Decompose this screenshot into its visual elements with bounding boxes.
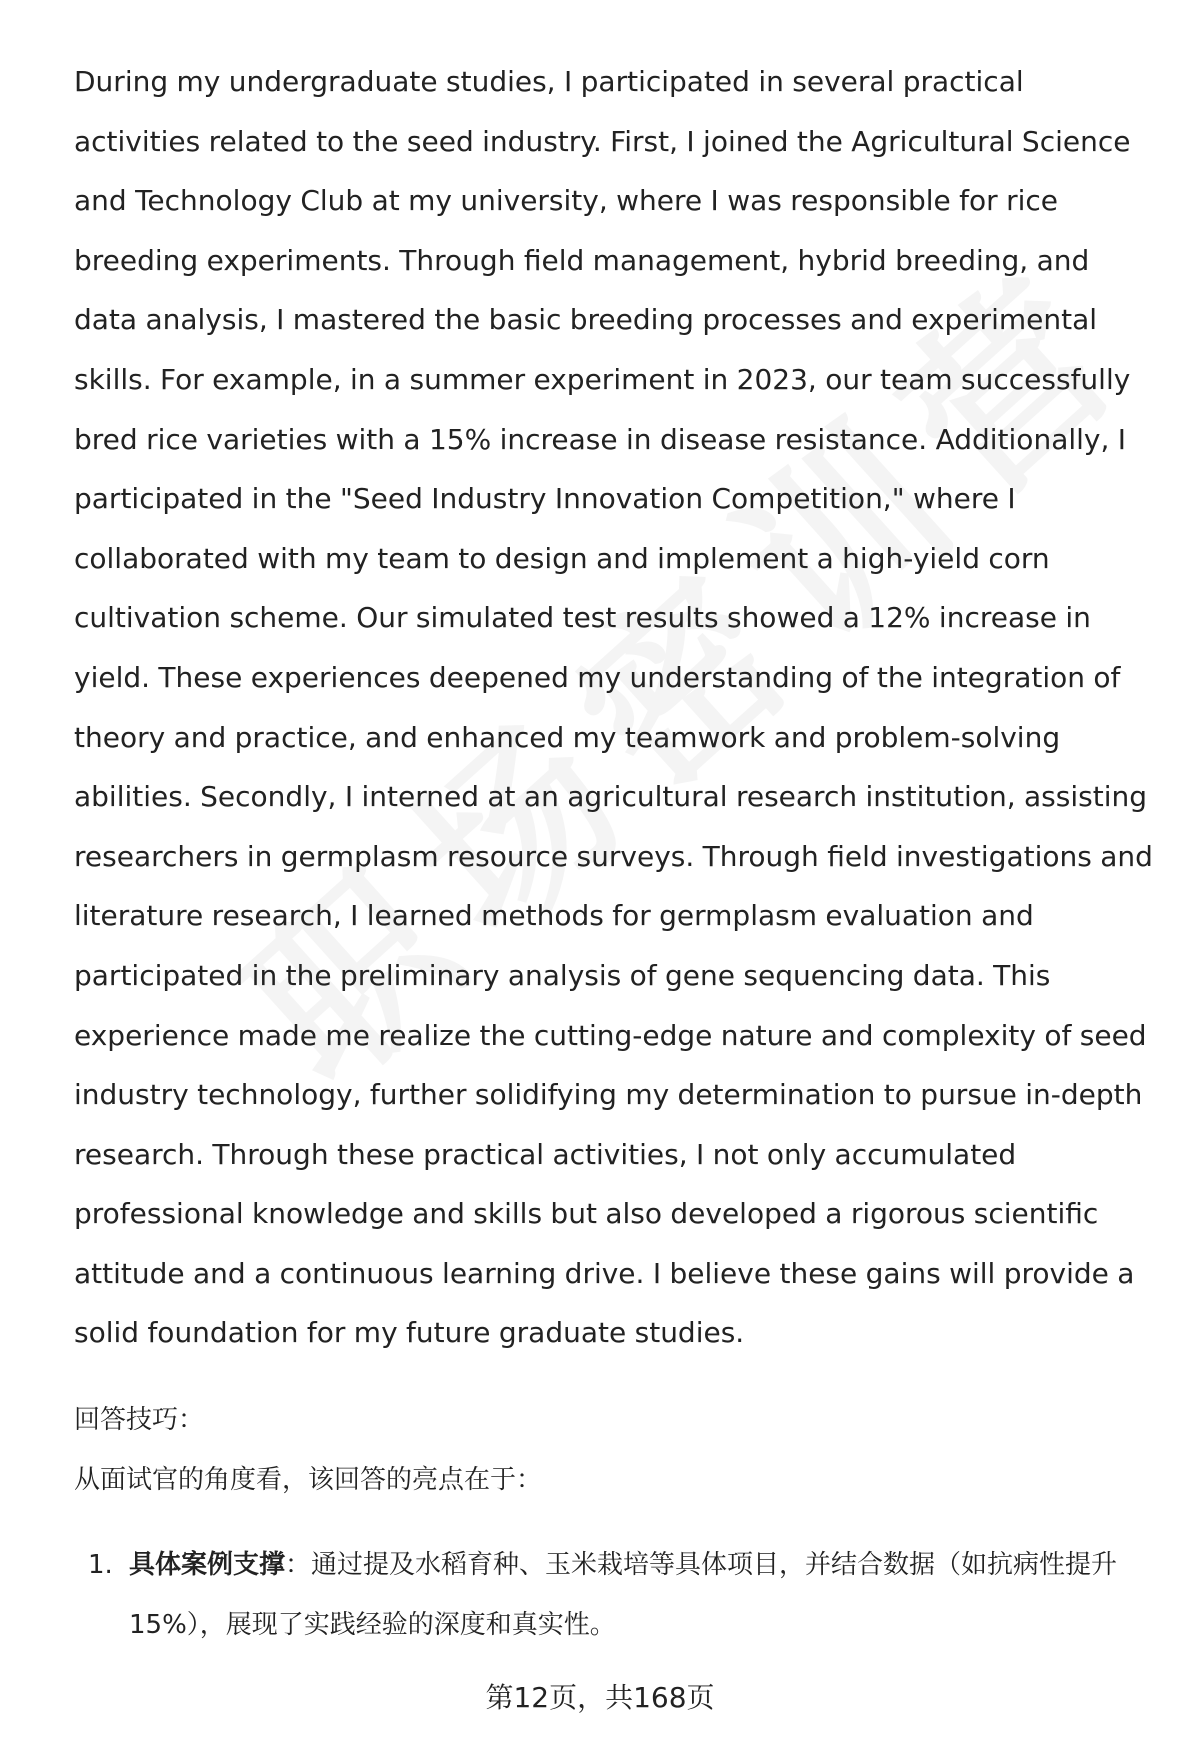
list-item <box>74 1535 1154 1655</box>
list-item-text: ：通过提及水稻育种、玉米栽培等具体项目，并结合数据（如抗病性提升15%），展现了实践经验的深度和真实性。 <box>129 1550 1118 1640</box>
answer-paragraph: During my undergraduate studies, I participated in several practical activities related to the seed industry. First, I joined the Agricultural Science and Technology Club at my university, where I was responsible for rice breeding experiments. Through field management, hybrid breeding, and data analysis, I mastered the basic breeding processes and experimental skills. For example, in a summer experiment in 2023, our team successfully bred rice varieties with a 15% increase in disease resistance. Additionally, I participated in the "Seed Industry Innovation Competition," where I collaborated with my team to design and implement a high-yield corn cultivation scheme. Our simulated test results showed a 12% increase in yield. These experiences deepened my understanding of the integration of theory and practice, and enhanced my teamwork and problem-solving abilities. Secondly, I interned at an agricultural research institution, assisting researchers in germplasm resource surveys. Through field investigations and literature research, I learned methods for germplasm evaluation and participated in the preliminary analysis of gene sequencing data. This experience made me realize the cutting-edge nature and complexity of seed industry technology, further solidifying my determination to pursue in-depth research. Through these practical activities, I not only accumulated professional knowledge and skills but also developed a rigorous scientific attitude and a continuous learning drive. I believe these gains will provide a solid foundation for my future graduate studies. <box>74 65 1153 1350</box>
list-item-number: 1. <box>88 1550 113 1580</box>
list-item-title: 具体案例支撑 <box>129 1550 286 1580</box>
tips-list <box>74 1535 1154 1655</box>
page-number: 第12页，共168页 <box>485 1681 715 1714</box>
tips-heading: 回答技巧： <box>74 1405 205 1435</box>
tips-subheading: 从面试官的角度看，该回答的亮点在于： <box>74 1465 543 1495</box>
